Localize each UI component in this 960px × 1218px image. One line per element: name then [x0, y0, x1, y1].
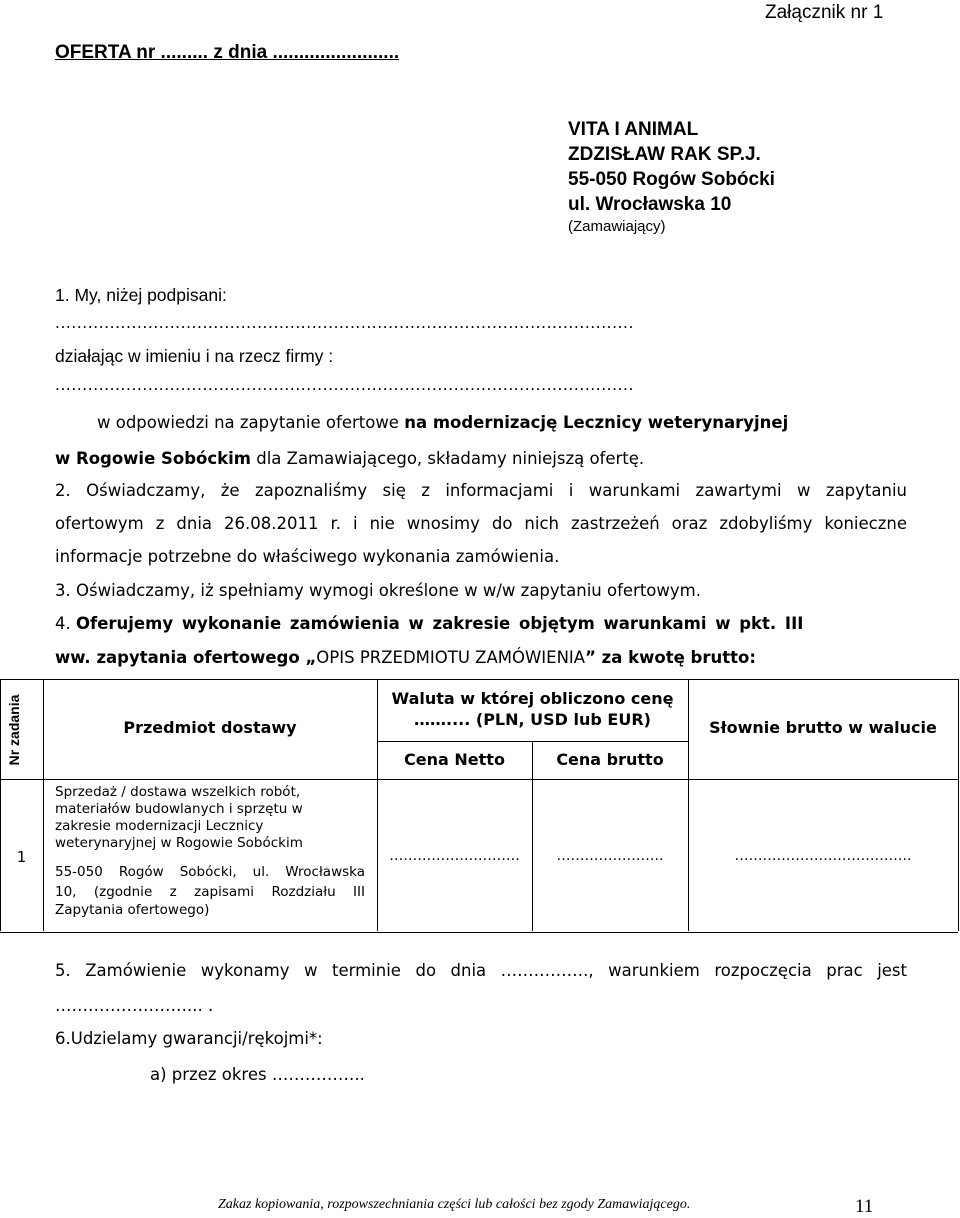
- row1-desc-4: weterynaryjnej w Rogowie Sobóckim: [55, 835, 303, 851]
- response-prefix: w odpowiedzi na zapytanie ofertowe: [97, 413, 405, 432]
- response-line: [97, 413, 788, 432]
- row1-desc-3: zakresie modernizacji Lecznicy: [55, 818, 264, 834]
- recipient-street: ul. Wrocławska 10: [568, 194, 732, 215]
- recipient-role: (Zamawiający): [568, 218, 666, 235]
- response-subject: na modernizację Lecznicy weterynaryjnej: [404, 413, 789, 432]
- header-currency-line2: …….... (PLN, USD lub EUR): [414, 710, 651, 729]
- table-border-left: [0, 679, 1, 931]
- section4-line2: [55, 648, 756, 667]
- offer-title: OFERTA nr ......... z dnia ........................: [55, 42, 400, 63]
- section4-prefix: 4.: [55, 614, 76, 633]
- section4-amount: ” za kwotę brutto:: [585, 648, 756, 667]
- section2-line3: informacje potrzebne do właściwego wykonania zamówienia.: [55, 547, 560, 566]
- section4-ref: ww. zapytania ofertowego „: [55, 648, 317, 667]
- table-border-right: [958, 679, 959, 931]
- section1-acting: działając w imieniu i na rzecz firmy :: [55, 346, 334, 366]
- section6-item-a: a) przez okres ……………..: [150, 1065, 365, 1084]
- recipient-city: 55-050 Rogów Sobócki: [568, 169, 775, 190]
- row1-desc-5: 55-050 Rogów Sobócki, ul. Wrocławska: [55, 864, 365, 880]
- section6-line: 6.Udzielamy gwarancji/rękojmi*:: [55, 1029, 323, 1048]
- table-divider-1: [43, 679, 44, 931]
- header-nr-zadania: Nr zadania: [6, 694, 22, 766]
- section5-line1: 5. Zamówienie wykonamy w terminie do dnia ……………., warunkiem rozpoczęcia prac jest: [55, 961, 907, 980]
- table-divider-4: [688, 679, 689, 931]
- row1-gross: …………………..: [556, 848, 664, 864]
- row1-words: ………………………………..: [734, 848, 912, 864]
- section2-line1: 2. Oświadczamy, że zapoznaliśmy się z informacjami i warunkami zawartymi w zapytaniu: [55, 481, 907, 500]
- section4-line1: [55, 614, 907, 633]
- recipient-name: VITA I ANIMAL: [568, 119, 699, 140]
- location-line: [55, 449, 644, 468]
- table-header-bottom: [0, 779, 958, 780]
- row1-net: ……………………….: [389, 848, 520, 864]
- section1-dots-1: ..........................................................................................................: [55, 312, 634, 332]
- row1-desc-6: 10, (zgodnie z zapisami Rozdziału III: [55, 884, 365, 900]
- section4-offer: Oferujemy wykonanie zamówienia w zakresie objętym warunkami w pkt. III: [76, 614, 804, 633]
- table-header-split: [377, 741, 688, 742]
- location-rest: dla Zamawiającego, składamy niniejszą ofertę.: [250, 449, 645, 468]
- section1-dots-2: ..........................................................................................................: [55, 374, 634, 394]
- table-divider-3: [532, 741, 533, 931]
- header-subject: Przedmiot dostawy: [123, 718, 297, 737]
- page-number: 11: [855, 1196, 874, 1217]
- row1-desc-2: materiałów budowlanych i sprzętu w: [55, 801, 303, 817]
- section3-line: 3. Oświadczamy, iż spełniamy wymogi określone w w/w zapytaniu ofertowym.: [55, 581, 701, 600]
- section2-line2: ofertowym z dnia 26.08.2011 r. i nie wnosimy do nich zastrzeżeń oraz zdobyliśmy konieczne: [55, 514, 907, 533]
- section1-label: 1. My, niżej podpisani:: [55, 285, 227, 305]
- section5-line2: ……………………... .: [55, 996, 214, 1015]
- recipient-company: ZDZISŁAW RAK SP.J.: [568, 144, 761, 165]
- header-currency-line1: Waluta w której obliczono cenę: [391, 689, 674, 708]
- row1-desc-7: Zapytania ofertowego): [55, 902, 210, 918]
- row1-desc-1: Sprzedaż / dostawa wszelkich robót,: [55, 784, 301, 800]
- footer-note: Zakaz kopiowania, rozpowszechniania części lub całości bez zgody Zamawiającego.: [218, 1197, 691, 1212]
- row1-nr: 1: [16, 848, 27, 866]
- header-words: Słownie brutto w walucie: [709, 718, 937, 737]
- header-net: Cena Netto: [404, 750, 505, 769]
- header-gross: Cena brutto: [556, 750, 664, 769]
- section4-opis: OPIS PRZEDMIOTU ZAMÓWIENIA: [316, 648, 586, 667]
- location-bold: w Rogowie Sobóckim: [55, 449, 251, 468]
- annex-label: Załącznik nr 1: [765, 2, 884, 23]
